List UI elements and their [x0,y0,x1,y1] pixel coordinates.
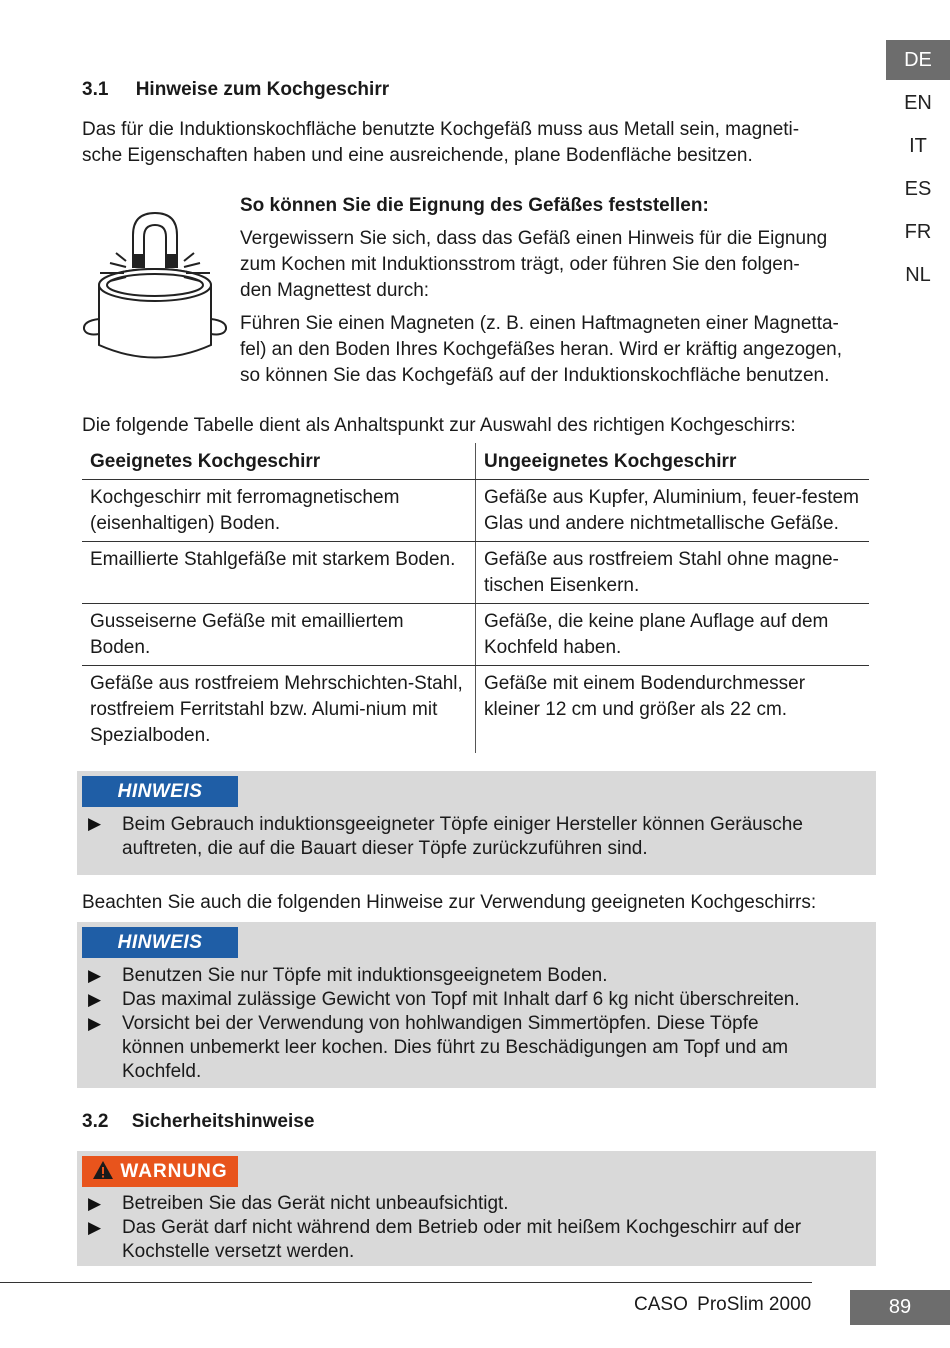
text-line: Beim Gebrauch induktionsgeeigneter Töpfe einiger Hersteller können Geräusche [122,814,803,835]
suitability-subheading: So können Sie die Eignung des Gefäßes feststellen: [240,195,709,216]
bullet-arrow-icon: ▶ [88,1014,102,1033]
table-row [82,604,869,666]
bullet-arrow-icon: ▶ [88,1194,102,1213]
lang-tab-fr[interactable]: FR [904,221,932,243]
page-number: 89 [850,1290,950,1325]
notice-box-1 [77,771,876,875]
notice-item [122,964,862,988]
section-number: 3.1 [82,79,109,100]
table-row [82,480,869,542]
text-line: können unbemerkt leer kochen. Dies führt zu Beschädigungen am Topf und am [122,1037,789,1058]
magnet-pot-illustration [80,205,230,370]
table-header-row [82,443,869,480]
table-intro: Die folgende Tabelle dient als Anhaltspunkt zur Auswahl des richtigen Kochgeschirrs: [82,415,796,436]
footer-divider [0,1282,812,1283]
text-line: den Magnettest durch: [240,280,430,301]
paragraph-check [240,226,880,304]
paragraph-magnet-test [240,311,880,389]
text-line: Das Gerät darf nicht während dem Betrieb oder mit heißem Kochgeschirr auf der [122,1217,802,1238]
text-line: Kochfeld. [122,1061,202,1082]
lang-tab-de[interactable]: DE [886,40,950,80]
warning-box [77,1151,876,1266]
warning-item [122,1216,862,1264]
table-row [82,666,869,754]
warning-item [122,1192,862,1216]
warning-triangle-icon [92,1160,114,1180]
table-cell: Gefäße aus rostfreiem Stahl ohne magne-tischen Eisenkern. [476,542,870,604]
section-title: Hinweise zum Kochgeschirr [135,79,390,100]
lang-tab-en[interactable]: EN [904,92,932,114]
section-3-1-heading [82,79,389,101]
section-intro [82,117,872,169]
text-line: Führen Sie einen Magneten (z. B. einen Haftmagneten einer Magnetta- [240,313,839,334]
bullet-arrow-icon: ▶ [88,1218,102,1237]
mid-text: Beachten Sie auch die folgenden Hinweise zur Verwendung geeigneten Kochgeschirrs: [82,892,817,913]
table-cell: Emaillierte Stahlgefäße mit starkem Boden. [82,542,476,604]
text-line: Das maximal zulässige Gewicht von Topf mit Inhalt darf 6 kg nicht überschreiten. [122,989,800,1010]
table-cell: Gefäße, die keine plane Auflage auf dem Kochfeld haben. [476,604,870,666]
text-line: Betreiben Sie das Gerät nicht unbeaufsichtigt. [122,1193,509,1214]
table-cell: Gefäße aus Kupfer, Aluminium, feuer-festem Glas und andere nichtmetallische Gefäße. [476,480,870,542]
intro-line: Das für die Induktionskochfläche benutzte Kochgefäß muss aus Metall sein, magneti- [82,119,800,140]
intro-line: sche Eigenschaften haben und eine ausreichende, plane Bodenfläche besitzen. [82,145,753,166]
section-3-2-heading [82,1111,314,1133]
footer-model: ProSlim 2000 [697,1294,812,1315]
bullet-arrow-icon: ▶ [88,966,102,985]
table-cell: Gusseiserne Gefäße mit emailliertem Boden. [82,604,476,666]
table-row [82,542,869,604]
notice-badge: HINWEIS [82,927,238,958]
warning-badge [82,1156,238,1187]
notice-item [122,1012,862,1084]
table-cell: Gefäße mit einem Bodendurchmesser kleiner 12 cm und größer als 22 cm. [484,673,806,720]
text-line: Vergewissern Sie sich, dass das Gefäß einen Hinweis für die Eignung [240,228,828,249]
table-cell: Gefäße aus rostfreiem Mehrschichten-Stahl, rostfreiem Ferritstahl bzw. Alumi-nium mit Spezialboden. [82,666,476,754]
lang-tab-it[interactable]: IT [909,135,927,157]
header-unsuitable: Ungeeignetes Kochgeschirr [476,443,870,480]
text-line: zum Kochen mit Induktionsstrom trägt, oder führen Sie den folgen- [240,254,800,275]
text-line: Kochstelle versetzt werden. [122,1241,355,1262]
header-suitable: Geeignetes Kochgeschirr [82,443,476,480]
text-line: auftreten, die auf die Bauart dieser Töpfe zurückzuführen sind. [122,838,648,859]
text-line: so können Sie das Kochgefäß auf der Induktionskochfläche benutzen. [240,365,830,386]
notice-badge: HINWEIS [82,776,238,807]
notice-box-2 [77,922,876,1088]
cookware-table [82,443,869,753]
section-number: 3.2 [82,1111,109,1132]
text-line: fel) an den Boden Ihres Kochgefäßes heran. Wird er kräftig angezogen, [240,339,843,360]
warning-label: WARNUNG [120,1161,228,1182]
notice-item [122,813,862,861]
table-cell: Kochgeschirr mit ferromagnetischem (eisenhaltigen) Boden. [82,480,476,542]
notice-item [122,988,862,1012]
section-title: Sicherheitshinweise [131,1111,315,1132]
text-line: Vorsicht bei der Verwendung von hohlwandigen Simmertöpfen. Diese Töpfe [122,1013,759,1034]
footer-brand: CASO [634,1294,688,1315]
bullet-arrow-icon: ▶ [88,814,102,833]
lang-tab-nl[interactable]: NL [905,264,931,286]
text-line: Benutzen Sie nur Töpfe mit induktionsgeeignetem Boden. [122,965,608,986]
lang-tab-es[interactable]: ES [904,178,932,200]
bullet-arrow-icon: ▶ [88,990,102,1009]
footer-product [634,1294,811,1316]
